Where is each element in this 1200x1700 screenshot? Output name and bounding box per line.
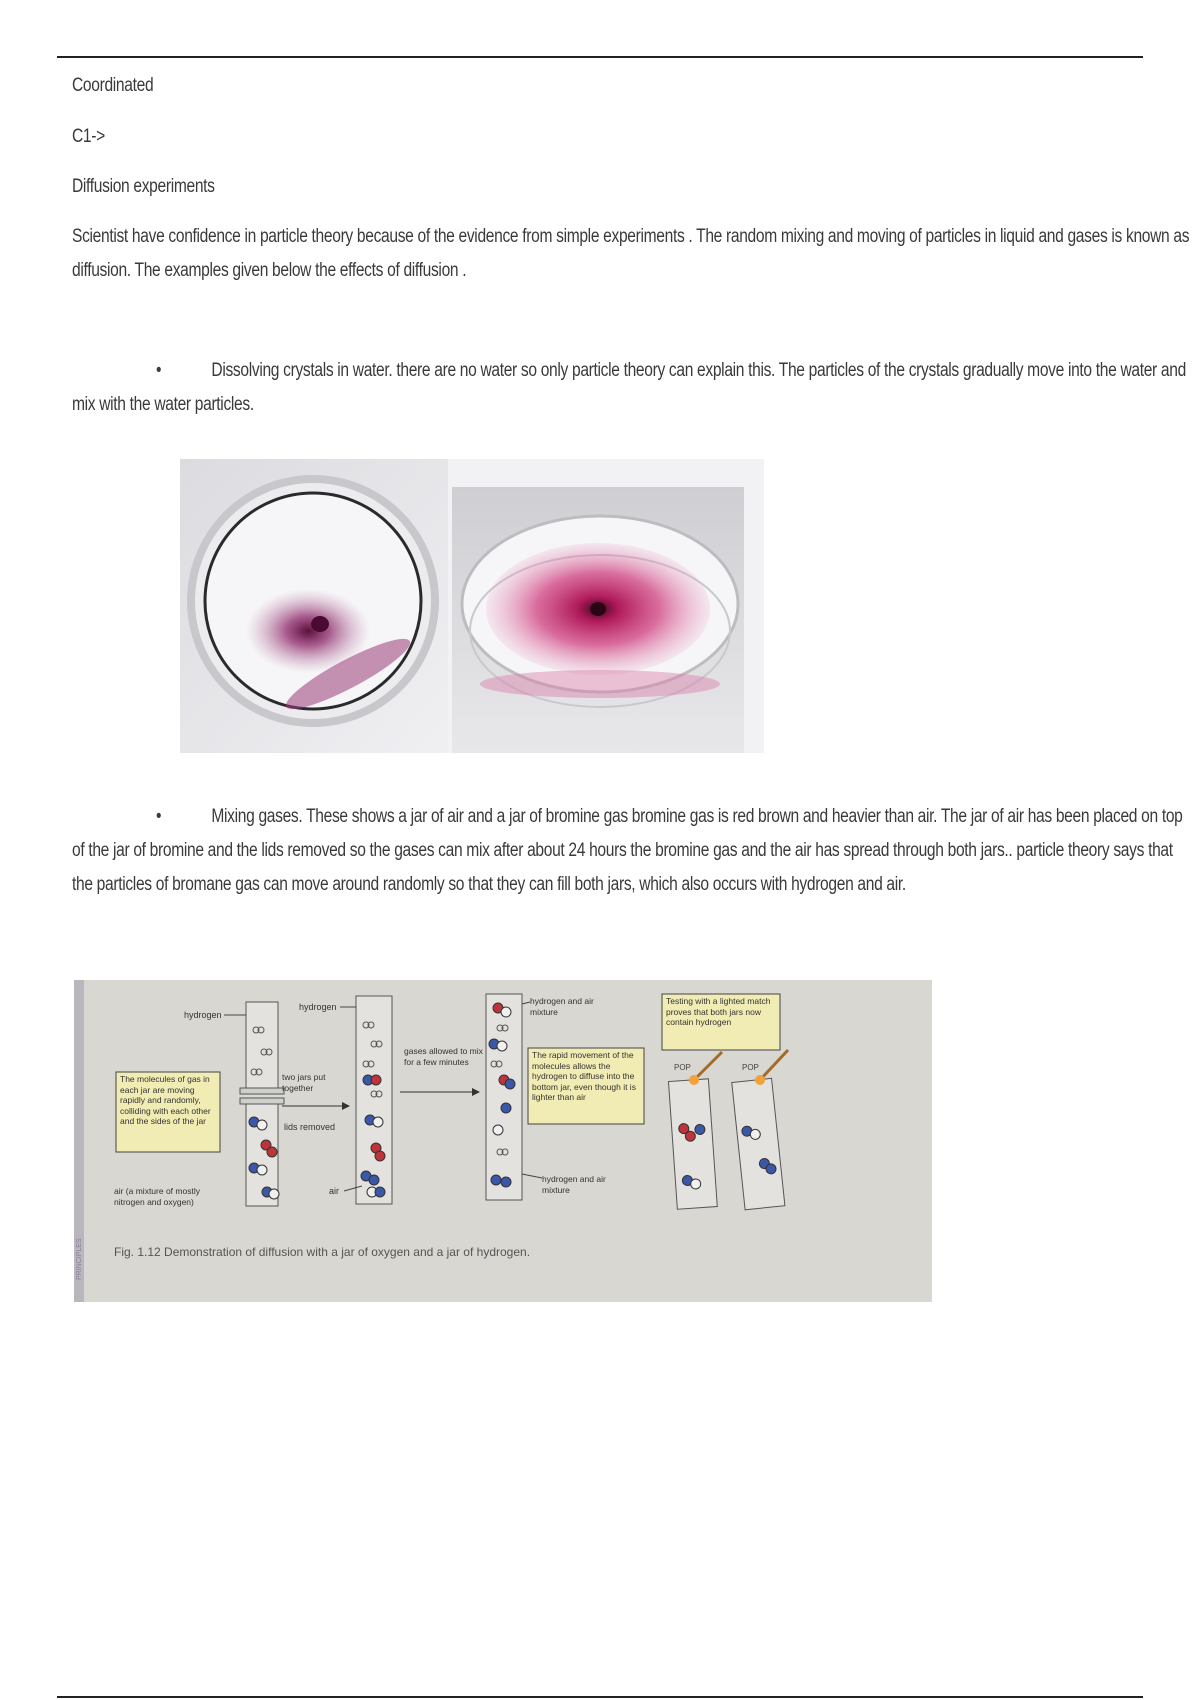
- side-text: PRINCIPLES: [76, 1238, 83, 1280]
- label-h-air-top: hydrogen and air mixture: [530, 996, 594, 1017]
- label-two-jars: two jars put together: [282, 1072, 326, 1093]
- section-title: Diffusion experiments: [72, 176, 215, 197]
- bullet-icon: •: [72, 360, 162, 381]
- header-line-2: C1->: [72, 126, 105, 147]
- intro-paragraph: [72, 220, 1191, 288]
- bottom-rule: [57, 1696, 1143, 1698]
- bullet-1-text: Dissolving crystals in water. there are no water so only particle theory can explain this. The particles of the crystals gradually move into the water and mix with the water particles.: [72, 360, 1186, 415]
- label-gases-allowed: gases allowed to mix for a few minutes: [404, 1046, 483, 1067]
- bullet-item-gases: [72, 800, 1191, 902]
- crystal-diffusion-photo: [180, 459, 764, 753]
- intro-text: Scientist have confidence in particle theory because of the evidence from simple experiments . The random mixing and moving of particles in liquid and gases is known as diffusion. The examples given below the effects of diffusion .: [72, 226, 1190, 281]
- pop-label-1: POP: [674, 1063, 691, 1072]
- box-molecules: The molecules of gas in each jar are moving rapidly and randomly, colliding with each other and the sides of the jar: [120, 1074, 211, 1126]
- header-line-1: Coordinated: [72, 75, 154, 96]
- box-testing: Testing with a lighted match proves that both jars now contain hydrogen: [666, 996, 771, 1027]
- label-air: air: [329, 1186, 340, 1196]
- label-hydrogen-2: hydrogen: [299, 1002, 337, 1012]
- bullet-icon: •: [72, 806, 162, 827]
- top-rule: [57, 56, 1143, 58]
- label-hydrogen-1: hydrogen: [184, 1010, 222, 1020]
- label-air-mixture: air (a mixture of mostly nitrogen and oxygen): [114, 1186, 200, 1207]
- box-rapid: The rapid movement of the molecules allows the hydrogen to diffuse into the bottom jar, even though it is lighter than air: [532, 1050, 636, 1102]
- bullet-item-crystals: [72, 354, 1191, 422]
- label-lids-removed: lids removed: [284, 1122, 336, 1132]
- bullet-2-text: Mixing gases. These shows a jar of air and a jar of bromine gas bromine gas is red brown and heavier than air. The jar of air has been placed on top of the jar of bromine and the lids removed so the gases can mix after about 24 hours the bromine gas and the air has spread through both jars.. particle theory says that the particles of bromane gas can move around randomly so that they can fill both jars, which also occurs with hydrogen and air.: [72, 806, 1183, 895]
- label-h-air-bottom: hydrogen and air mixture: [542, 1174, 606, 1195]
- gas-diffusion-diagram: [74, 980, 932, 1302]
- figure-caption: Fig. 1.12 Demonstration of diffusion with a jar of oxygen and a jar of hydrogen.: [114, 1245, 531, 1259]
- pop-label-2: POP: [742, 1063, 759, 1072]
